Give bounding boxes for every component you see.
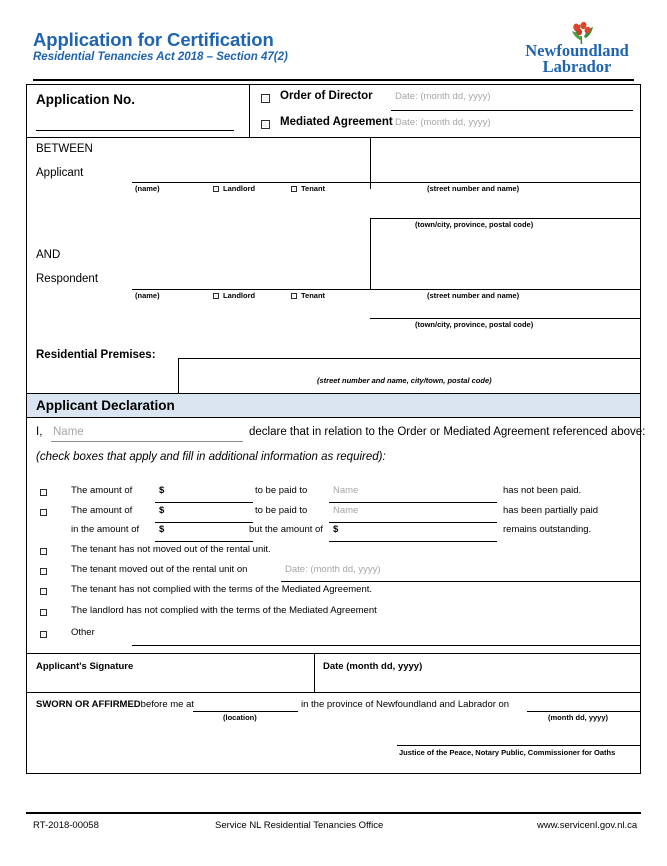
signature-date-label: Date (month dd, yyyy) bbox=[323, 661, 423, 672]
checkbox-tenant-not-complied[interactable] bbox=[40, 588, 47, 595]
logo-artwork bbox=[518, 20, 636, 76]
checkbox-applicant-landlord[interactable] bbox=[213, 186, 219, 192]
logo-text-newfoundland: Newfoundland bbox=[525, 41, 629, 60]
row-partially-paid-sub-input-underline[interactable] bbox=[155, 541, 253, 542]
footer-website[interactable]: www.servicenl.gov.nl.ca bbox=[537, 820, 638, 831]
checkbox-amount-partially-paid[interactable] bbox=[40, 509, 47, 516]
officer-signature-underline[interactable] bbox=[397, 745, 640, 746]
label-respondent-tenant: Tenant bbox=[301, 291, 326, 300]
newfoundland-labrador-logo bbox=[518, 20, 636, 76]
signature-section-top-rule bbox=[27, 653, 640, 654]
row-tenant-moved-out-date-underline[interactable] bbox=[281, 581, 640, 582]
row-amount-not-paid-tail: has not been paid. bbox=[503, 485, 582, 496]
date-order-of-director-underline[interactable] bbox=[391, 110, 633, 111]
label-order-of-director: Order of Director bbox=[280, 90, 373, 102]
row-partially-paid-currency: $ bbox=[159, 505, 165, 516]
sworn-bold-text: SWORN OR AFFIRMED bbox=[36, 699, 141, 710]
respondent-city-caption: (town/city, province, postal code) bbox=[415, 320, 534, 329]
row-amount-not-paid-input-underline[interactable] bbox=[155, 502, 253, 503]
row-amount-not-paid-mid: to be paid to bbox=[255, 485, 308, 496]
sworn-province-text: in the province of Newfoundland and Labrador on bbox=[301, 699, 510, 710]
and-label: AND bbox=[36, 249, 61, 261]
divider-vertical-signature bbox=[314, 653, 315, 693]
label-applicant-landlord: Landlord bbox=[223, 184, 256, 193]
between-label: BETWEEN bbox=[36, 143, 93, 155]
sworn-rest-text: before me at bbox=[140, 699, 195, 710]
page-subtitle: Residential Tenancies Act 2018 – Section 47(2) bbox=[33, 51, 288, 64]
declaration-name-underline[interactable] bbox=[51, 441, 243, 442]
applicant-label: Applicant bbox=[36, 167, 84, 179]
label-mediated-agreement: Mediated Agreement bbox=[280, 116, 393, 128]
checkbox-order-of-director[interactable] bbox=[261, 94, 270, 103]
date-mediated-agreement-placeholder[interactable]: Date: (month dd, yyyy) bbox=[395, 117, 491, 128]
row-partially-paid-lead: The amount of bbox=[71, 505, 133, 516]
row-partially-paid-tail: has been partially paid bbox=[503, 505, 599, 516]
footer-form-number: RT-2018-00058 bbox=[33, 820, 99, 831]
page-title: Application for Certification bbox=[33, 29, 274, 50]
divider-under-application-row bbox=[27, 137, 640, 138]
divider-vertical-application bbox=[249, 85, 250, 137]
label-applicant-tenant: Tenant bbox=[301, 184, 326, 193]
row-amount-not-paid-name-underline[interactable] bbox=[329, 502, 497, 503]
respondent-street-caption: (street number and name) bbox=[427, 291, 520, 300]
form-body bbox=[26, 84, 646, 774]
residential-premises-label: Residential Premises: bbox=[36, 349, 156, 361]
row-tenant-moved-out-date-placeholder[interactable]: Date: (month dd, yyyy) bbox=[285, 564, 381, 575]
row-partially-paid-name-placeholder[interactable]: Name bbox=[333, 505, 359, 516]
row-tenant-moved-out-lead: The tenant moved out of the rental unit on bbox=[71, 564, 248, 575]
date-order-of-director-placeholder[interactable]: Date: (month dd, yyyy) bbox=[395, 91, 491, 102]
declaration-i-label: I, bbox=[36, 426, 43, 438]
checkbox-tenant-not-moved-out[interactable] bbox=[40, 548, 47, 555]
checkbox-respondent-tenant[interactable] bbox=[291, 293, 297, 299]
respondent-label: Respondent bbox=[36, 273, 99, 285]
logo-text-labrador: Labrador bbox=[542, 57, 612, 76]
checkbox-landlord-not-complied[interactable] bbox=[40, 609, 47, 616]
row-partially-paid-name-underline[interactable] bbox=[329, 522, 497, 523]
checkbox-mediated-agreement[interactable] bbox=[261, 120, 270, 129]
checkbox-applicant-tenant[interactable] bbox=[291, 186, 297, 192]
declaration-band-top-rule bbox=[27, 393, 640, 394]
row-landlord-not-complied: The landlord has not complied with the terms of the Mediated Agreement bbox=[71, 605, 377, 616]
checkbox-amount-not-paid[interactable] bbox=[40, 489, 47, 496]
row-partially-paid-mid: to be paid to bbox=[255, 505, 308, 516]
declaration-instruction: (check boxes that apply and fill in additional information as required): bbox=[36, 451, 386, 463]
row-amount-not-paid-lead: The amount of bbox=[71, 485, 133, 496]
respondent-name-caption: (name) bbox=[135, 291, 160, 300]
application-no-label: Application No. bbox=[36, 92, 135, 107]
row-partially-paid-sub-currency: $ bbox=[159, 524, 165, 535]
row-tenant-not-complied: The tenant has not complied with the terms of the Mediated Agreement. bbox=[71, 584, 373, 595]
checkbox-respondent-landlord[interactable] bbox=[213, 293, 219, 299]
row-partially-paid-sub-lead: in the amount of bbox=[71, 524, 140, 535]
row-partially-paid-sub-currency2: $ bbox=[333, 524, 339, 535]
footer-office: Service NL Residential Tenancies Office bbox=[215, 820, 384, 831]
sworn-section-top-rule bbox=[27, 692, 640, 693]
applicant-street-caption: (street number and name) bbox=[427, 184, 520, 193]
row-other-label: Other bbox=[71, 627, 95, 638]
row-partially-paid-input-underline[interactable] bbox=[155, 522, 253, 523]
applicant-city-caption: (town/city, province, postal code) bbox=[415, 220, 534, 229]
declaration-name-placeholder[interactable]: Name bbox=[53, 426, 84, 438]
row-partially-paid-sub-input2-underline[interactable] bbox=[329, 541, 497, 542]
applicant-name-caption: (name) bbox=[135, 184, 160, 193]
header-divider bbox=[33, 79, 634, 81]
declaration-band-bottom-rule bbox=[27, 417, 640, 418]
row-amount-not-paid-currency: $ bbox=[159, 485, 165, 496]
declaration-statement: declare that in relation to the Order or Mediated Agreement referenced above: bbox=[249, 426, 646, 438]
row-tenant-not-moved-out: The tenant has not moved out of the rental unit. bbox=[71, 544, 271, 555]
row-partially-paid-sub-mid: but the amount of bbox=[249, 524, 323, 535]
application-no-input-underline[interactable] bbox=[36, 130, 234, 131]
row-other-input-underline[interactable] bbox=[132, 645, 640, 646]
sworn-date-caption: (month dd, yyyy) bbox=[548, 713, 609, 722]
row-amount-not-paid-name-placeholder[interactable]: Name bbox=[333, 485, 359, 496]
footer-divider bbox=[26, 812, 641, 814]
divider-vertical-premises bbox=[178, 358, 179, 393]
divider-vertical-respondent-address bbox=[370, 218, 371, 290]
sworn-statement-line bbox=[36, 699, 194, 710]
checkbox-tenant-moved-out-on[interactable] bbox=[40, 568, 47, 575]
declaration-heading: Applicant Declaration bbox=[36, 398, 175, 413]
officer-caption: Justice of the Peace, Notary Public, Commissioner for Oaths bbox=[399, 748, 616, 757]
sworn-location-caption: (location) bbox=[223, 713, 257, 722]
residential-premises-caption: (street number and name, city/town, postal code) bbox=[317, 376, 492, 385]
checkbox-other[interactable] bbox=[40, 631, 47, 638]
row-partially-paid-sub-tail: remains outstanding. bbox=[503, 524, 592, 535]
residential-premises-underline[interactable] bbox=[178, 358, 640, 359]
label-respondent-landlord: Landlord bbox=[223, 291, 256, 300]
applicant-signature-label: Applicant's Signature bbox=[36, 661, 134, 672]
